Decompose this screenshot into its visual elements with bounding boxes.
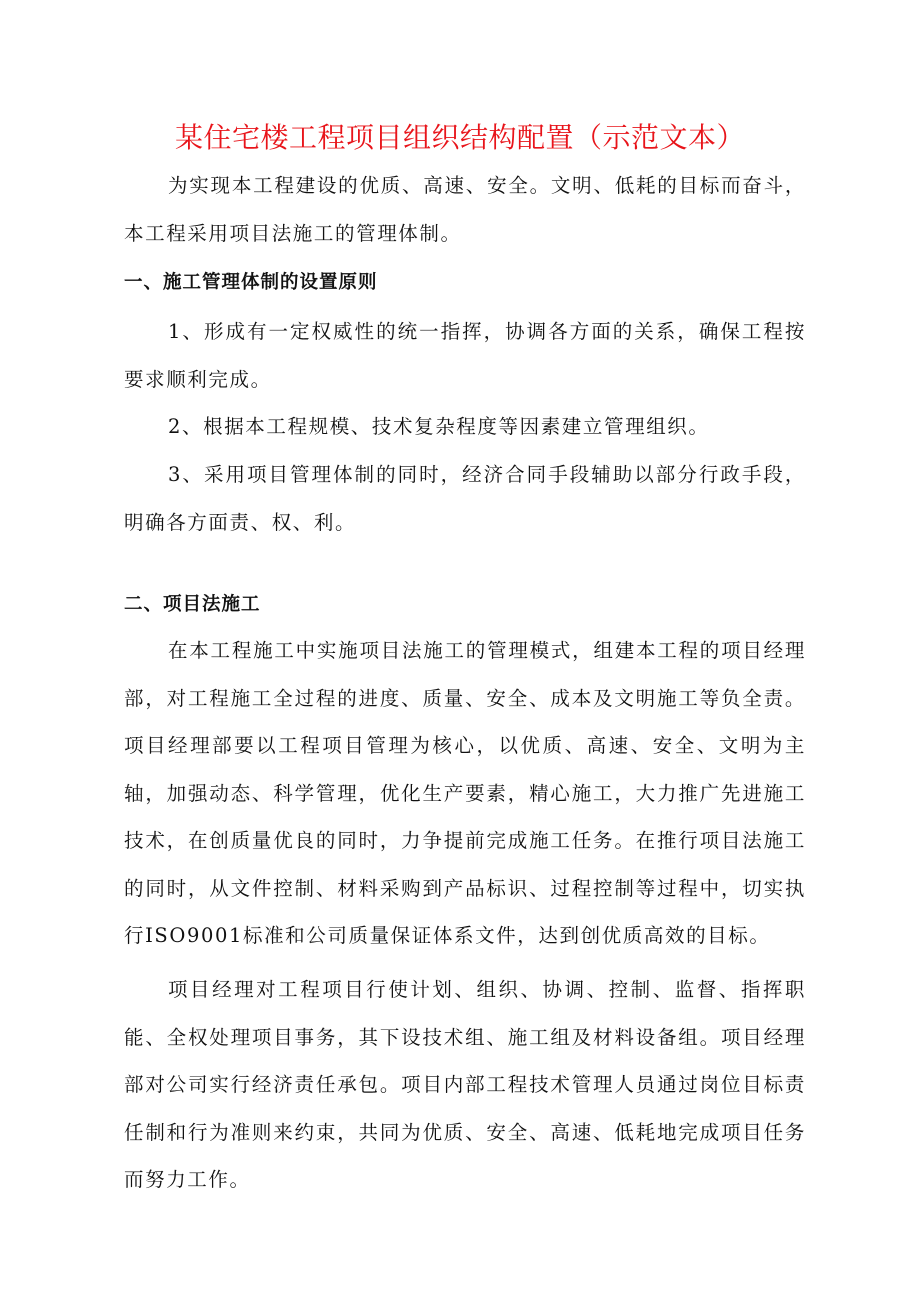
document-title: 某住宅楼工程项目组织结构配置（示范文本） [174,121,745,154]
section-2-paragraph-1: 在本工程施工中实施项目法施工的管理模式，组建本工程的项目经理部，对工程施工全过程的进度、质量、安全、成本及文明施工等负全责。项目经理部要以工程项目管理为核心，以优质、高速、安全、文明为主轴，加强动态、科学管理，优化生产要素，精心施工，大力推广先进施工技术，在创质量优良的同时，力争提前完成施工任务。在推行项目法施工的同时，从文件控制、材料采购到产品标识、过程控制等过程中，切实执行ISO9001标准和公司质量保证体系文件，达到创优质高效的目标。 [124,639,806,947]
section-2-heading: 二、项目法施工 [124,594,261,615]
section-1-item-2: 2、根据本工程规模、技术复杂程度等因素建立管理组织。 [168,415,710,438]
intro-paragraph: 为实现本工程建设的优质、高速、安全。文明、低耗的目标而奋斗，本工程采用项目法施工的管理体制。 [124,174,806,245]
section-1-item-3: 3、采用项目管理体制的同时，经济合同手段辅助以部分行政手段，明确各方面责、权、利。 [124,463,806,534]
section-1-item-1: 1、形成有一定权威性的统一指挥，协调各方面的关系，确保工程按要求顺利完成。 [124,320,806,391]
section-2-paragraph-2: 项目经理对工程项目行使计划、组织、协调、控制、监督、指挥职能、全权处理项目事务，其下设技术组、施工组及材料设备组。项目经理部对公司实行经济责任承包。项目内部工程技术管理人员通过岗位目标责任制和行为准则来约束，共同为优质、安全、高速、低耗地完成项目任务而努力工作。 [124,978,806,1191]
section-1-heading: 一、施工管理体制的设置原则 [124,272,378,293]
